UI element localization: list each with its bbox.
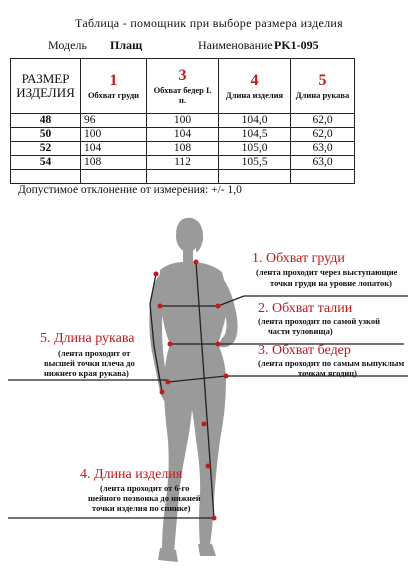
length-cell: 104,0 [219, 114, 291, 128]
sleeve-label-note-2: высшей точки плеча до [44, 358, 135, 368]
sleeve-cell: 62,0 [291, 128, 355, 142]
column-label: Длина рукава [295, 90, 350, 100]
sleeve-label-note-3: нижнего края рукава) [44, 368, 129, 378]
hips-label-note-1: (лента проходит по самым выпуклым [258, 358, 405, 368]
length-label-note-3: точки изделия по спинке) [92, 503, 191, 513]
chest-label-title: 1. Обхват груди [252, 251, 345, 266]
chest-label-note-2: точки груди на уровне лопаток) [270, 278, 392, 288]
length-label-title: 4. Длина изделия [80, 467, 183, 482]
model-label: Модель [48, 38, 87, 52]
length-label-note-2: шейного позвонка до нижней [88, 493, 201, 503]
sleeve-label-note-1: (лента проходит от [58, 348, 131, 358]
name-label: Наименование [198, 38, 273, 52]
column-number: 1 [109, 72, 118, 89]
length-cell: 105,5 [219, 156, 291, 170]
chest-cell: 104 [81, 142, 147, 156]
model-value: Плащ [110, 38, 143, 52]
size-cell: 54 [11, 156, 81, 170]
chest-cell: 108 [81, 156, 147, 170]
page-title: Таблица - помощник при выборе размера изделия [75, 16, 343, 30]
name-value: PK1-095 [274, 38, 319, 52]
sleeve-cell: 63,0 [291, 156, 355, 170]
size-column-header: РАЗМЕР ИЗДЕЛИЯ [11, 59, 81, 114]
sleeve-label-title: 5. Длина рукава [40, 331, 135, 346]
sleeve-cell: 63,0 [291, 142, 355, 156]
length-cell: 105,0 [219, 142, 291, 156]
chest-label-note-1: (лента проходит через выступающие [256, 267, 398, 277]
chest-cell: 100 [81, 128, 147, 142]
hips-label-note-2: точкам ягодиц) [298, 368, 357, 378]
column-label: Обхват груди [87, 90, 140, 100]
hips-cell: 104 [147, 128, 219, 142]
column-label: Обхват бедер I. п. [153, 85, 212, 105]
waist-label-note-1: (лента проходит по самой узкой [258, 316, 380, 326]
sleeve-cell: 62,0 [291, 114, 355, 128]
tolerance-note: Допустимое отклонение от измерения: +/- 1,0 [18, 184, 242, 196]
hips-cell: 108 [147, 142, 219, 156]
column-number: 3 [178, 67, 187, 84]
waist-label-title: 2. Обхват талии [258, 301, 353, 316]
chest-cell: 96 [81, 114, 147, 128]
column-number: 4 [250, 72, 259, 89]
hips-label-title: 3. Обхват бедер [258, 343, 351, 358]
length-cell: 104,5 [219, 128, 291, 142]
column-number: 5 [318, 72, 327, 89]
size-cell: 52 [11, 142, 81, 156]
column-label: Длина изделия [225, 90, 284, 100]
waist-label-note-2: части туловища) [268, 326, 333, 336]
hips-cell: 112 [147, 156, 219, 170]
length-label-note-1: (лента проходит от 6-го [100, 483, 190, 493]
size-cell: 48 [11, 114, 81, 128]
size-cell: 50 [11, 128, 81, 142]
hips-cell: 100 [147, 114, 219, 128]
